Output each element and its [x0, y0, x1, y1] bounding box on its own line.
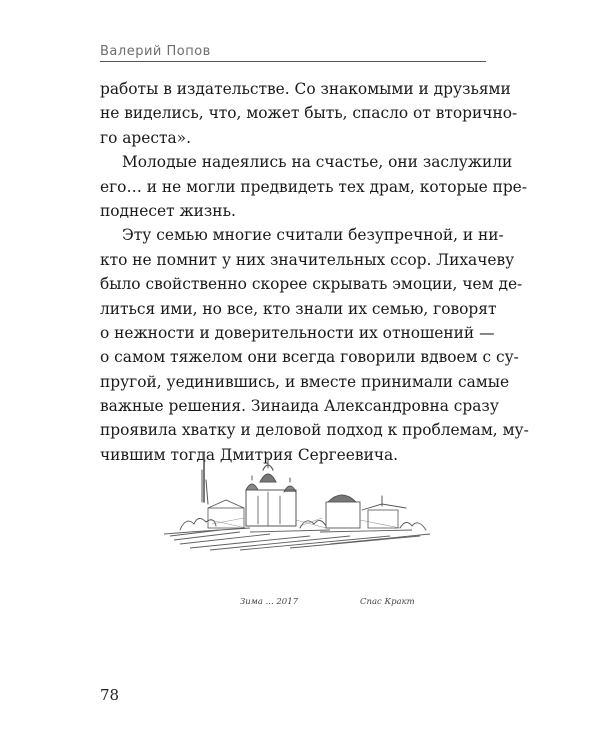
text-line: го ареста».: [100, 128, 191, 147]
text-line: его… и не могли предвидеть тех драм, которые пре-: [100, 177, 527, 196]
text-line: литься ими, но все, кто знали их семью, говорят: [100, 299, 497, 318]
text-line: о нежности и доверительности их отношений —: [100, 323, 495, 342]
text-line: чившим тогда Дмитрия Сергеевича.: [100, 445, 399, 464]
page-number: 78: [100, 686, 120, 704]
text-line: было свойственно скорее скрывать эмоции, чем де-: [100, 275, 523, 294]
text-line: Эту семью многие считали безупречной, и ни-: [122, 226, 504, 245]
text-line: Молодые надеялись на счастье, они заслужили: [122, 153, 513, 172]
text-line: поднесет жизнь.: [100, 201, 236, 220]
running-head: [100, 44, 486, 62]
text-line: пругой, уединившись, и вместе принимали самые: [100, 372, 510, 391]
handwritten-caption-right: Спас Кракт: [360, 597, 415, 607]
running-title: Валерий Попов: [100, 44, 211, 59]
church-sketch-icon: [150, 440, 450, 620]
text-line: проявила хватку и деловой подход к проблемам, му-: [100, 421, 529, 440]
handwritten-caption-left: Зима ... 2017: [240, 597, 299, 607]
text-line: работы в издательстве. Со знакомыми и друзьями: [100, 80, 511, 98]
body-text: [100, 77, 529, 467]
text-line: важные решения. Зинаида Александровна сразу: [100, 397, 499, 416]
text-line: кто не помнит у них значительных ссор. Лихачеву: [100, 250, 515, 269]
text-line: о самом тяжелом они всегда говорили вдвоем с су-: [100, 348, 519, 367]
text-line: не виделись, что, может быть, спасло от вторично-: [100, 104, 518, 123]
